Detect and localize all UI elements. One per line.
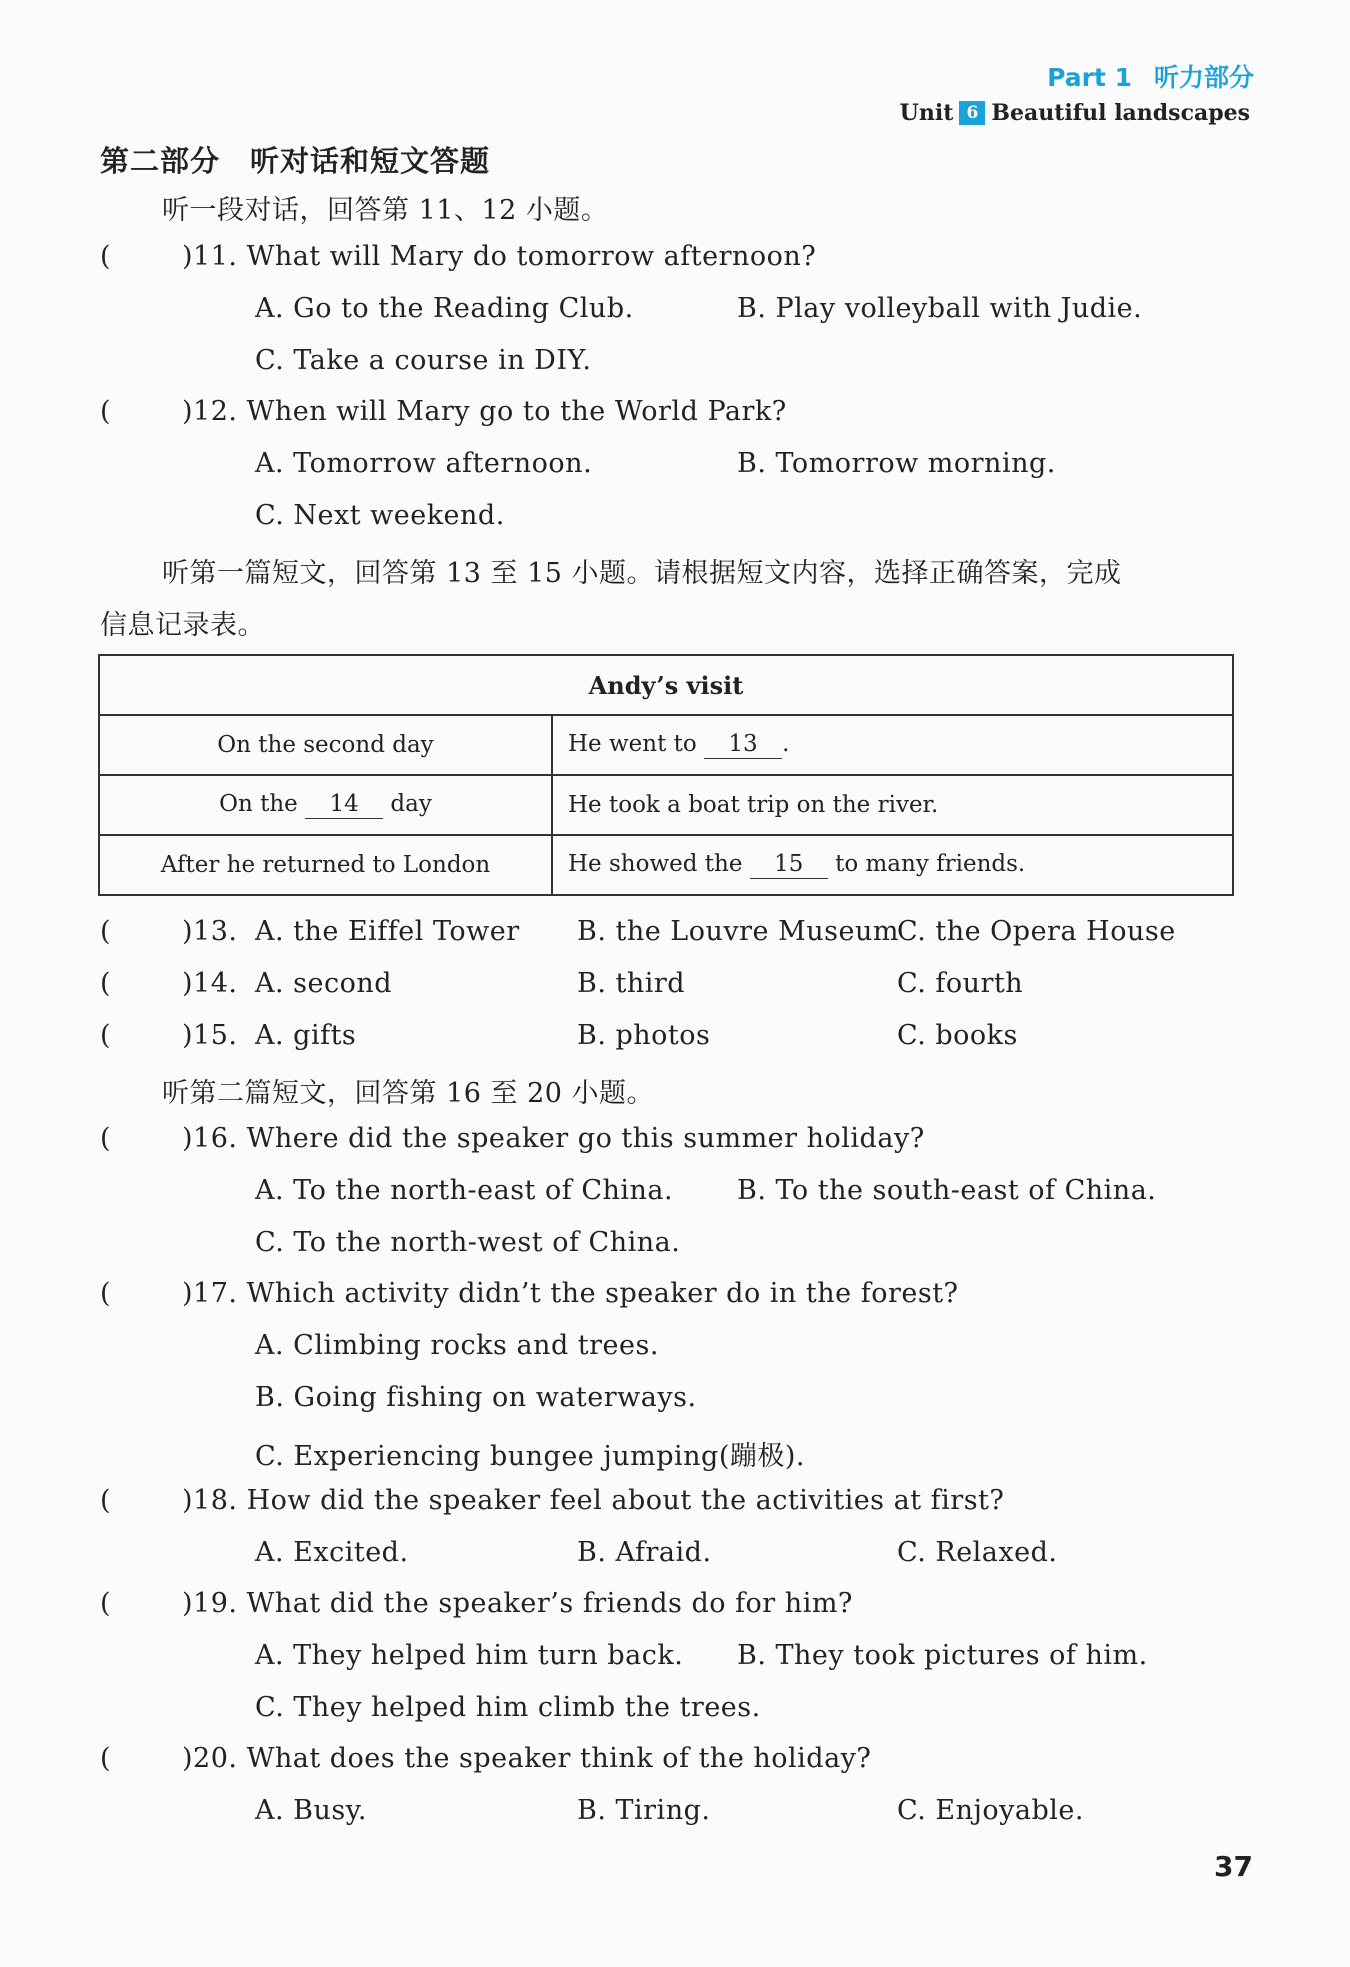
instruction-dialogue: 听一段对话，回答第 11、12 小题。 xyxy=(162,195,609,226)
info-record-table xyxy=(98,654,1234,896)
part-label: Part 1 xyxy=(1047,63,1132,92)
q17-option-a: A. Climbing rocks and trees. xyxy=(255,1330,659,1361)
answer-paren[interactable]: ( xyxy=(100,1485,111,1516)
unit-title: Beautiful landscapes xyxy=(991,100,1250,126)
q15-option-a: A. gifts xyxy=(255,1020,357,1051)
question-20: )20. What does the speaker think of the holiday? xyxy=(182,1743,872,1774)
answer-paren[interactable]: ( xyxy=(100,396,111,427)
table-row xyxy=(99,835,1233,895)
answer-paren[interactable]: ( xyxy=(100,241,111,272)
q11-option-a: A. Go to the Reading Club. xyxy=(255,293,634,324)
section-title: 第二部分 听对话和短文答题 xyxy=(100,144,491,178)
q19-option-b: B. They took pictures of him. xyxy=(737,1640,1148,1671)
header-unit xyxy=(900,100,1250,126)
question-15: )15. xyxy=(182,1020,238,1051)
q14-option-a: A. second xyxy=(255,968,393,999)
q13-option-c: C. the Opera House xyxy=(897,916,1176,947)
q18-option-b: B. Afraid. xyxy=(577,1537,712,1568)
q16-option-a: A. To the north-east of China. xyxy=(255,1175,674,1206)
q12-option-a: A. Tomorrow afternoon. xyxy=(255,448,593,479)
q20-option-c: C. Enjoyable. xyxy=(897,1795,1084,1826)
question-13: )13. xyxy=(182,916,238,947)
answer-paren[interactable]: ( xyxy=(100,1278,111,1309)
answer-paren[interactable]: ( xyxy=(100,1020,111,1051)
answer-paren[interactable]: ( xyxy=(100,916,111,947)
question-17: )17. Which activity didn’t the speaker do in the forest? xyxy=(182,1278,959,1309)
part-title: 听力部分 xyxy=(1153,63,1254,92)
table-cell: On the 14 day xyxy=(99,775,552,835)
q18-option-a: A. Excited. xyxy=(255,1537,409,1568)
instruction-passage-2: 听第二篇短文，回答第 16 至 20 小题。 xyxy=(162,1078,655,1109)
q20-option-b: B. Tiring. xyxy=(577,1795,711,1826)
q14-option-b: B. third xyxy=(577,968,686,999)
q12-option-b: B. Tomorrow morning. xyxy=(737,448,1056,479)
blank-14[interactable]: 14 xyxy=(305,792,383,818)
q11-option-c: C. Take a course in DIY. xyxy=(255,345,592,376)
unit-number-badge: 6 xyxy=(959,101,985,125)
page-number: 37 xyxy=(1214,1850,1253,1883)
table-cell: After he returned to London xyxy=(99,835,552,895)
table-row xyxy=(99,715,1233,775)
table-cell: He showed the 15 to many friends. xyxy=(552,835,1233,895)
instruction-passage-1: 听第一篇短文，回答第 13 至 15 小题。请根据短文内容，选择正确答案，完成 xyxy=(162,558,1122,589)
question-18: )18. How did the speaker feel about the activities at first? xyxy=(182,1485,1005,1516)
question-16: )16. Where did the speaker go this summer holiday? xyxy=(182,1123,925,1154)
q19-option-a: A. They helped him turn back. xyxy=(255,1640,684,1671)
q12-option-c: C. Next weekend. xyxy=(255,500,505,531)
instruction-passage-1-cont: 信息记录表。 xyxy=(100,610,265,641)
q14-option-c: C. fourth xyxy=(897,968,1024,999)
q15-option-c: C. books xyxy=(897,1020,1018,1051)
q13-option-b: B. the Louvre Museum xyxy=(577,916,899,947)
table-row xyxy=(99,775,1233,835)
q17-option-b: B. Going fishing on waterways. xyxy=(255,1382,697,1413)
unit-prefix: Unit xyxy=(899,100,954,126)
answer-paren[interactable]: ( xyxy=(100,1588,111,1619)
question-19: )19. What did the speaker’s friends do for him? xyxy=(182,1588,853,1619)
table-cell: On the second day xyxy=(99,715,552,775)
q13-option-a: A. the Eiffel Tower xyxy=(255,916,520,947)
q16-option-c: C. To the north-west of China. xyxy=(255,1227,681,1258)
q11-option-b: B. Play volleyball with Judie. xyxy=(737,293,1143,324)
header-part xyxy=(1047,58,1254,94)
question-14: )14. xyxy=(182,968,238,999)
q18-option-c: C. Relaxed. xyxy=(897,1537,1058,1568)
answer-paren[interactable]: ( xyxy=(100,1743,111,1774)
blank-13[interactable]: 13 xyxy=(704,732,782,758)
answer-paren[interactable]: ( xyxy=(100,968,111,999)
table-title: Andy’s visit xyxy=(99,655,1233,715)
q19-option-c: C. They helped him climb the trees. xyxy=(255,1692,761,1723)
table-cell: He went to 13 . xyxy=(552,715,1233,775)
question-11: )11. What will Mary do tomorrow afternoon? xyxy=(182,241,817,272)
q16-option-b: B. To the south-east of China. xyxy=(737,1175,1157,1206)
q15-option-b: B. photos xyxy=(577,1020,711,1051)
q17-option-c: C. Experiencing bungee jumping(蹦极). xyxy=(255,1441,805,1472)
question-12: )12. When will Mary go to the World Park? xyxy=(182,396,787,427)
blank-15[interactable]: 15 xyxy=(750,852,828,878)
table-cell: He took a boat trip on the river. xyxy=(552,775,1233,835)
q20-option-a: A. Busy. xyxy=(255,1795,367,1826)
answer-paren[interactable]: ( xyxy=(100,1123,111,1154)
